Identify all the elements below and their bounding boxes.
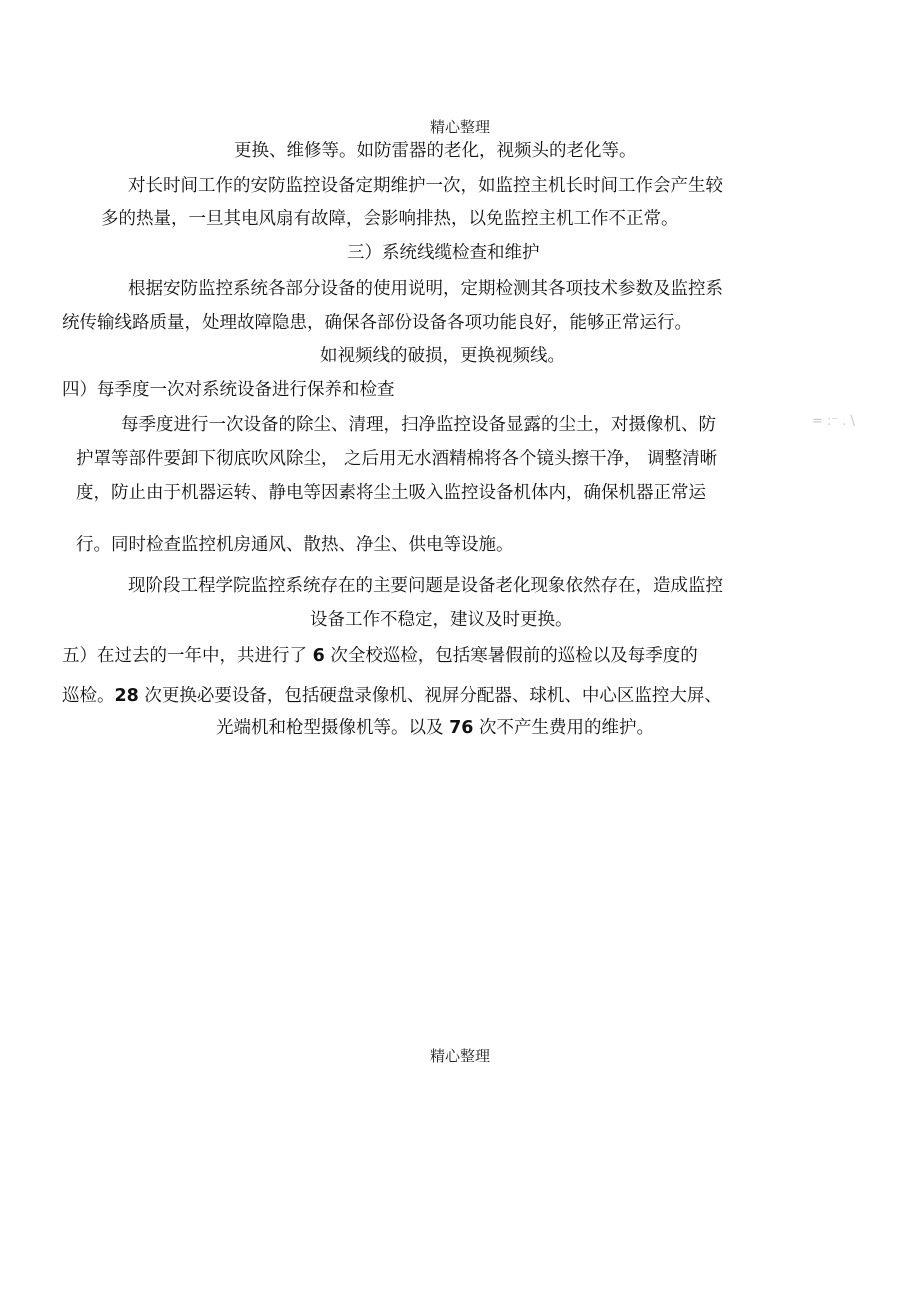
repair-count: 76 [449, 718, 474, 738]
section-five-line-1 [62, 644, 698, 668]
body-line-9: 度，防止由于机器运转、静电等因素将尘土吸入监控设备机体内，确保机器正常运 [76, 483, 706, 503]
body-line-10: 行。同时检查监控机房通风、散热、净尘、供电等设施。 [76, 535, 514, 555]
section-heading-three: 三）系统线缆检查和维护 [347, 243, 540, 263]
body-line-8: 护罩等部件要卸下彻底吹风除尘， 之后用无水酒精棉将各个镜头擦干净， 调整清晰 [76, 449, 718, 469]
summary-text: 次更换必要设备，包括硬盘录像机、视屏分配器、球机、中心区监控大屏、 [138, 686, 722, 706]
inspection-count: 6 [312, 646, 325, 666]
section-five-line-3 [216, 716, 654, 740]
scan-artifact: = :⁻ . \ [812, 414, 856, 429]
replacement-count: 28 [114, 686, 139, 706]
section-five-line-2 [62, 684, 722, 708]
body-line-4: 根据安防监控系统各部分设备的使用说明，定期检测其各项技术参数及监控系 [128, 279, 723, 299]
body-line-3: 多的热量，一旦其电风扇有故障，会影响排热，以免监控主机工作不正常。 [101, 209, 679, 229]
page-header: 精心整理 [429, 118, 490, 136]
summary-text: 次不产生费用的维护。 [473, 718, 654, 738]
body-line-5: 统传输线路质量，处理故障隐患，确保各部份设备各项功能良好，能够正常运行。 [62, 313, 692, 333]
body-line-11: 现阶段工程学院监控系统存在的主要问题是设备老化现象依然存在，造成监控 [128, 576, 723, 596]
page-footer: 精心整理 [429, 1047, 490, 1065]
body-line-6: 如视频线的破损，更换视频线。 [320, 346, 565, 366]
summary-text: 巡检。 [62, 686, 115, 706]
body-line-7: 每季度进行一次设备的除尘、清理，扫净监控设备显露的尘土，对摄像机、防 [121, 415, 716, 435]
summary-text: 次全校巡检，包括寒暑假前的巡检以及每季度的 [324, 646, 698, 666]
summary-text: 光端机和枪型摄像机等。以及 [216, 718, 450, 738]
body-line-2: 对长时间工作的安防监控设备定期维护一次，如监控主机长时间工作会产生较 [128, 176, 723, 196]
body-line-1: 更换、维修等。如防雷器的老化，视频头的老化等。 [234, 141, 637, 161]
summary-text: 五）在过去的一年中，共进行了 [62, 646, 313, 666]
body-line-12: 设备工作不稳定，建议及时更换。 [310, 610, 573, 630]
section-heading-four: 四）每季度一次对系统设备进行保养和检查 [62, 380, 395, 400]
